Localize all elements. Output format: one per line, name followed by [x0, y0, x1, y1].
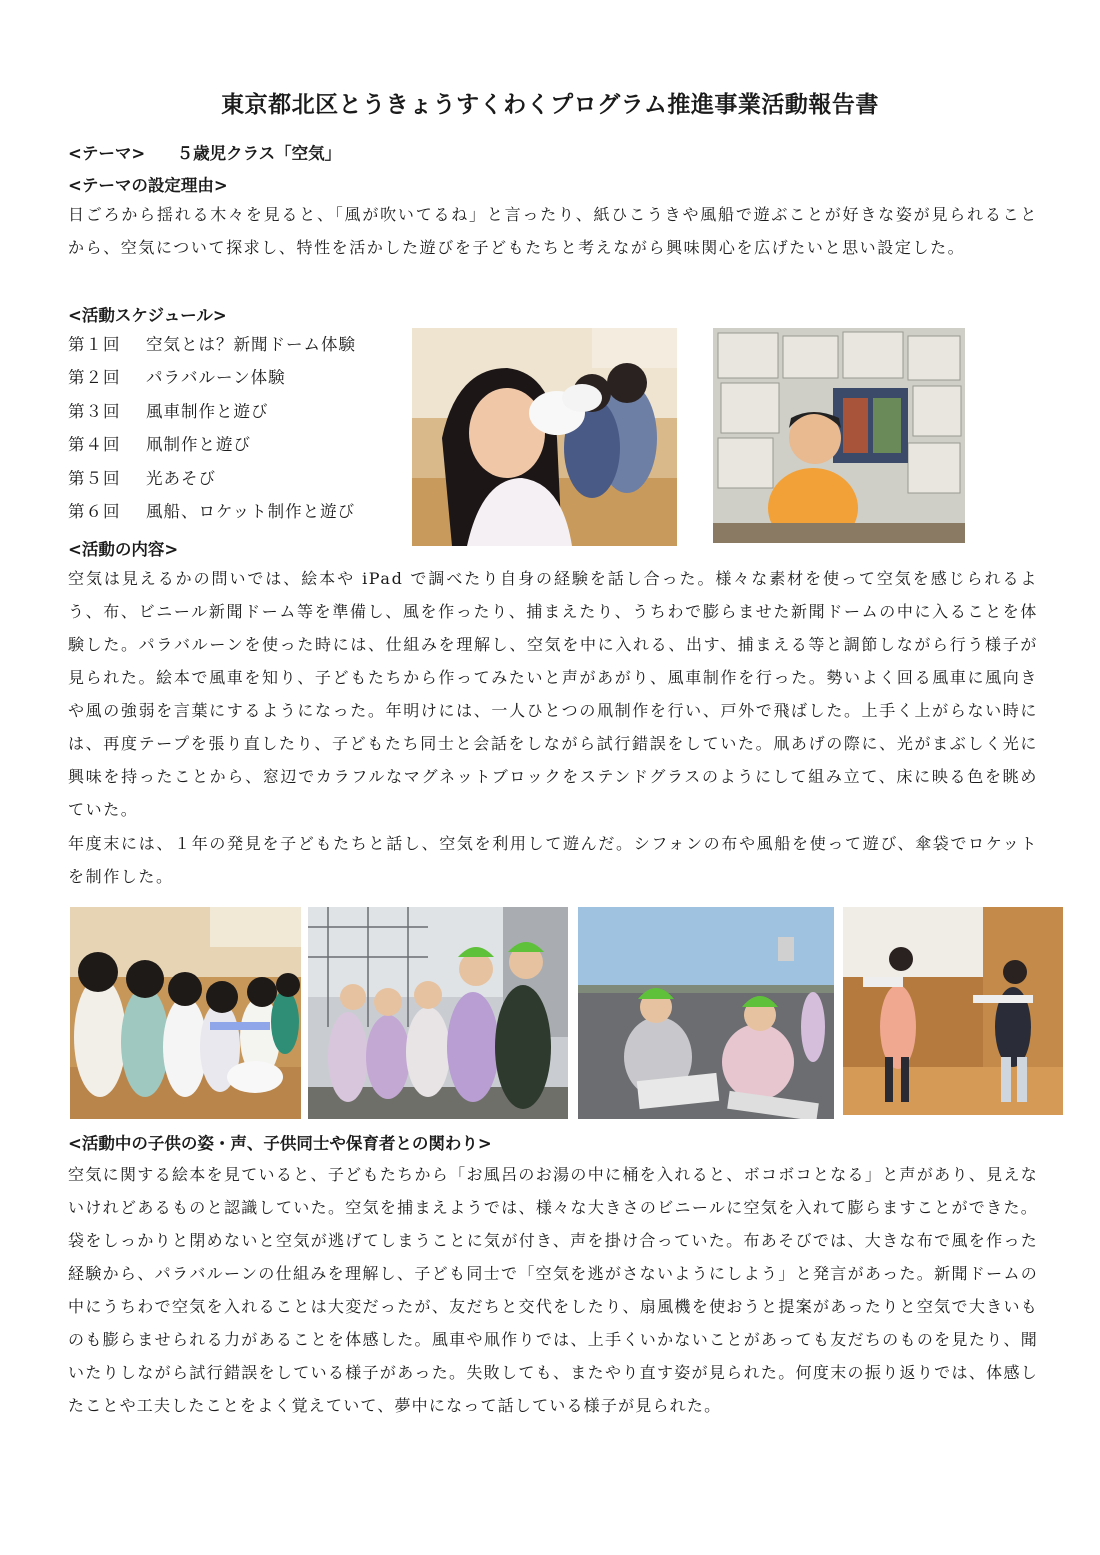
content-text: 空気は見えるかの問いでは、絵本や iPad で調べたり自身の経験を話し合った。様々な素材を使って空気を感じられるよう、布、ビニール新聞ドーム等を準備し、風を作ったり、捕まえたり、うちわで膨らませた新聞ドームの中に入ることを体験した。パラバルーンを使った時には、仕組みを理解し、空気を中に入れる、出す、捕まえる等と調節しながら行う様子が見られた。絵本で風車を知り、子どもたちから作ってみたいと声があがり、風車制作を行った。勢いよく回る風車に風向きや風の強弱を言葉にするようになった。年明けには、一人ひとつの凧制作を行い、戸外で飛ばした。上手く上がらない時には、再度テープを張り直したり、子どもたち同士と会話をしながら試行錯誤をしていた。凧あげの際に、光がまぶしく光に興味を持ったことから、窓辺でカラフルなマグネットブロックをステンドグラスのようにして組み立て、床に映る色を眺めていた。	[68, 569, 1038, 819]
photo-children-outdoor-kites	[308, 907, 568, 1119]
schedule-item: 第６回 風船、ロケット制作と遊び	[68, 501, 356, 521]
schedule-item: 第１回 空気とは？新聞ドーム体験	[68, 335, 356, 354]
photo-children-parachute	[70, 907, 301, 1119]
theme-value: ５歳児クラス「空気」	[176, 144, 342, 163]
theme-label: <テーマ>	[68, 144, 146, 163]
schedule-item: 第２回 パラバルーン体験	[68, 368, 286, 388]
report-title: 東京都北区とうきょうすくわくプログラム推進事業活動報告書	[221, 92, 879, 118]
content-heading: <活動の内容>	[68, 540, 179, 559]
theme-line	[68, 140, 341, 164]
content-text-2: 年度末には、１年の発見を子どもたちと話し、空気を利用して遊んだ。シフォンの布や風船を使って遊び、傘袋でロケットを制作した。	[68, 834, 1038, 886]
interaction-heading: <活動中の子供の姿・声、子供同士や保育者との関わり>	[68, 1134, 492, 1153]
photo-children-indoor-play	[843, 907, 1063, 1115]
schedule-item: 第５回 光あそび	[68, 468, 216, 488]
photo-girl-blowing-glove	[412, 328, 677, 546]
schedule-heading: <活動スケジュール>	[68, 306, 227, 325]
photo-boy-newspaper-dome	[713, 328, 965, 543]
interaction-text: 空気に関する絵本を見ていると、子どもたちから「お風呂のお湯の中に桶を入れると、ボコボコとなる」と声があり、見えないけれどあるものと認識していた。空気を捕まえようでは、様々な大きさのビニールに空気を入れて膨らますことができた。袋をしっかりと閉めないと空気が逃げてしまうことに気が付き、声を掛け合っていた。布あそびでは、大きな布で風を作った経験から、パラバルーンの仕組みを理解し、子ども同士で「空気を逃がさないようにしよう」と発言があった。新聞ドームの中にうちわで空気を入れることは大変だったが、友だちと交代をしたり、扇風機を使おうと提案があったりと空気で大きいものも膨らませられる力があることを体感した。風車や凧作りでは、上手くいかないことがあっても友だちのものを見たり、聞いたりしながら試行錯誤をしている様子があった。失敗しても、またやり直す姿が見られた。何度末の振り返りでは、体感したことや工夫したことをよく覚えていて、夢中になって話している様子が見られた。	[68, 1165, 1038, 1415]
schedule-item: 第４回 凧制作と遊び	[68, 435, 251, 455]
schedule-item: 第３回 風車制作と遊び	[68, 401, 269, 421]
reason-text: 日ごろから揺れる木々を見ると、「風が吹いてるね」と言ったり、紙ひこうきや風船で遊ぶことが好きな姿が見られることから、空気について探求し、特性を活かした遊びを子どもたちと考えながら興味関心を広げたいと思い設定した。	[68, 205, 1038, 257]
photo-children-ground-crafting	[578, 907, 834, 1119]
schedule-list	[68, 328, 398, 528]
reason-heading: <テーマの設定理由>	[68, 176, 228, 195]
